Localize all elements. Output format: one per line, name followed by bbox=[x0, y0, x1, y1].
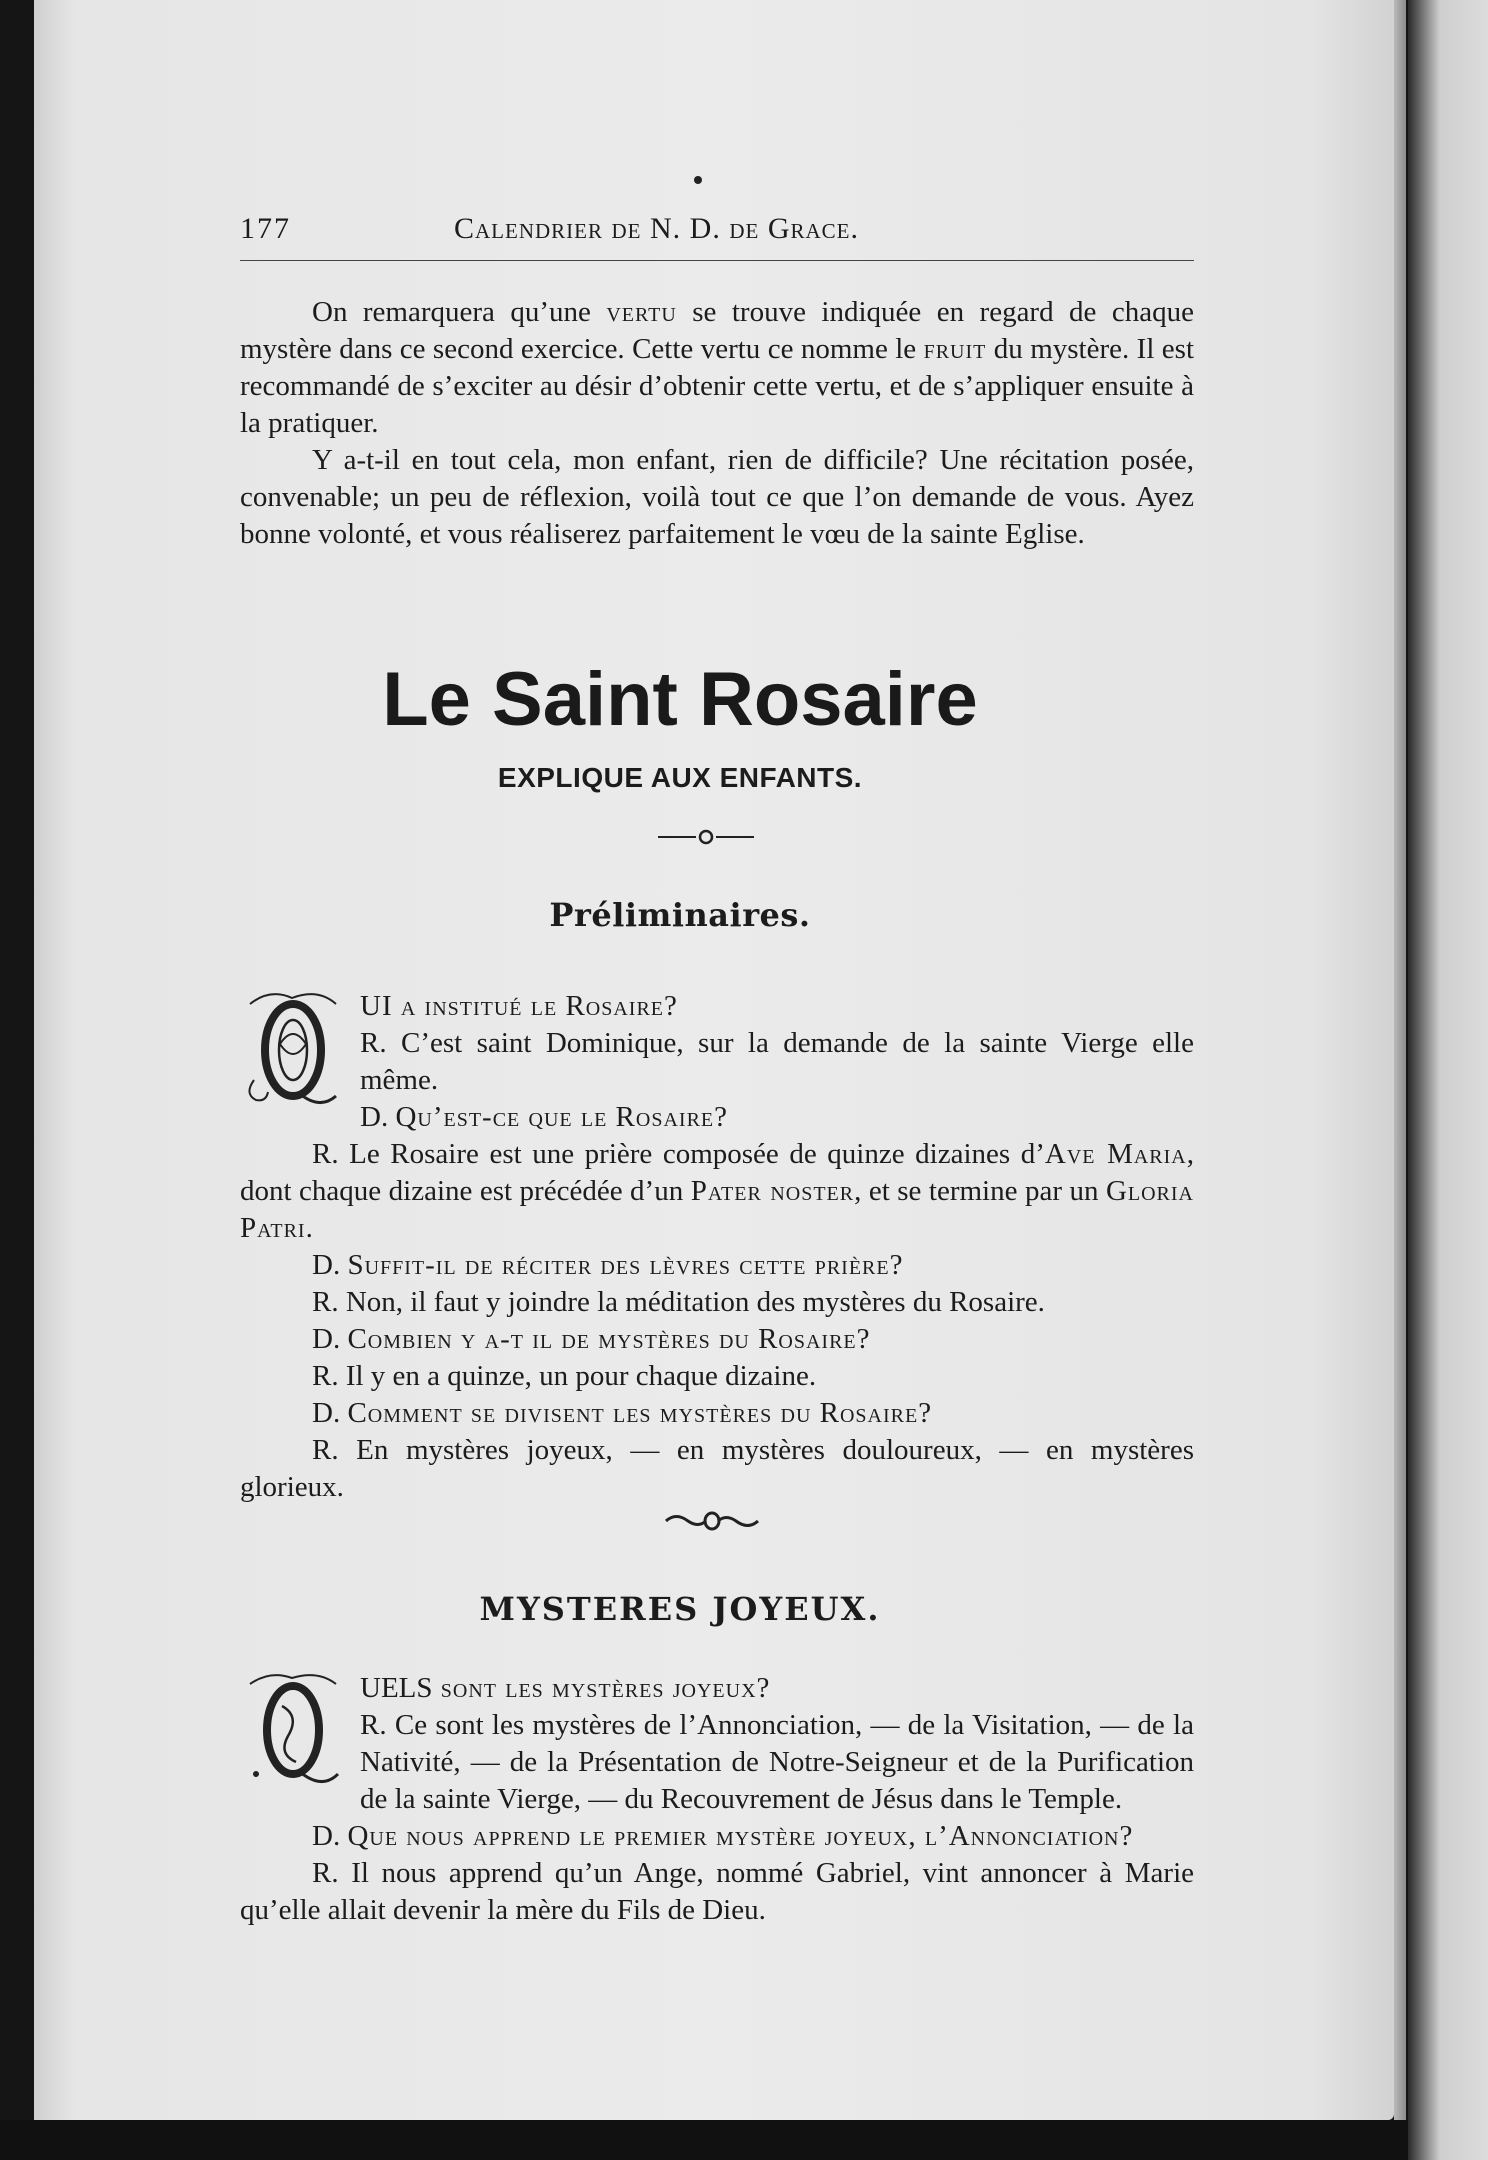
running-title: Calendrier de N. D. de Grace. bbox=[454, 212, 859, 245]
question-1: UI a institué le Rosaire? bbox=[360, 990, 678, 1022]
mysteres-joyeux-section bbox=[240, 1670, 1194, 1929]
header-rule bbox=[240, 260, 1194, 261]
question-3: D. Suffit-il de réciter des lèvres cette prière? bbox=[312, 1249, 904, 1281]
dropcap-q-icon bbox=[240, 984, 346, 1114]
answer-2: R. Le Rosaire est une prière composée de quinze dizaines d’Ave Maria, dont chaque dizaine est précédée d’un Pater noster, et se termine par un Gloria Patri. bbox=[240, 1138, 1194, 1244]
answer-2: R. Il nous apprend qu’un Ange, nommé Gabriel, vint annoncer à Marie qu’elle allait devenir la mère du Fils de Dieu. bbox=[240, 1857, 1194, 1926]
page-subtitle: EXPLIQUE AUX ENFANTS. bbox=[497, 762, 863, 793]
adjacent-page bbox=[1408, 0, 1488, 2160]
section-heading-preliminaires: Préliminaires. bbox=[549, 896, 811, 934]
page-edge bbox=[1394, 0, 1406, 2120]
answer-4: R. Il y en a quinze, un pour chaque dizaine. bbox=[312, 1360, 817, 1392]
page-number: 177 bbox=[240, 212, 291, 245]
answer-3: R. Non, il faut y joindre la méditation des mystères du Rosaire. bbox=[312, 1286, 1045, 1318]
answer-1: R. C’est saint Dominique, sur la demande de la sainte Vierge elle même. bbox=[360, 1027, 1194, 1096]
preliminaires-section bbox=[240, 988, 1194, 1506]
question-4: D. Combien y a-t il de mystères du Rosaire? bbox=[312, 1323, 871, 1355]
intro-paragraph-1: On remarquera qu’une vertu se trouve indiquée en regard de chaque mystère dans ce second exercice. Cette vertu ce nomme le fruit du mystère. Il est recommandé de s’exciter au désir d’obtenir cette vertu, et de s’appliquer ensuite à la pratiquer. bbox=[240, 296, 1195, 439]
section-heading-mysteres-joyeux: MYSTERES JOYEUX. bbox=[479, 1590, 881, 1628]
ink-dot bbox=[694, 176, 702, 184]
scan-border bbox=[0, 2120, 1408, 2160]
dropcap-q-icon bbox=[240, 1666, 346, 1796]
question-5: D. Comment se divisent les mystères du Rosaire? bbox=[312, 1397, 933, 1429]
intro-paragraph-2: Y a-t-il en tout cela, mon enfant, rien de difficile? Une récitation posée, convenable; un peu de réflexion, voilà tout ce que l’on demande de vous. Ayez bonne volonté, et vous réaliserez parfaitement le vœu de la sainte Eglise. bbox=[240, 444, 1194, 550]
question-2: D. Qu’est-ce que le Rosaire? bbox=[360, 1101, 728, 1133]
dash-ornament-icon bbox=[656, 822, 756, 852]
vine-ornament-icon bbox=[662, 1506, 762, 1536]
question-1: UELS sont les mystères joyeux? bbox=[360, 1672, 771, 1704]
answer-1: R. Ce sont les mystères de l’Annonciation, — de la Visitation, — de la Nativité, — de la Présentation de Notre-Seigneur et de la Purification de la sainte Vierge, — du Recouvrement de Jésus dans le Temple. bbox=[360, 1709, 1194, 1815]
running-header bbox=[240, 212, 1194, 260]
question-2: D. Que nous apprend le premier mystère joyeux, l’Annonciation? bbox=[312, 1820, 1134, 1852]
intro-section bbox=[240, 294, 1194, 553]
page-title: Le Saint Rosaire bbox=[382, 657, 978, 742]
answer-5: R. En mystères joyeux, — en mystères douloureux, — en mystères glorieux. bbox=[240, 1434, 1194, 1503]
